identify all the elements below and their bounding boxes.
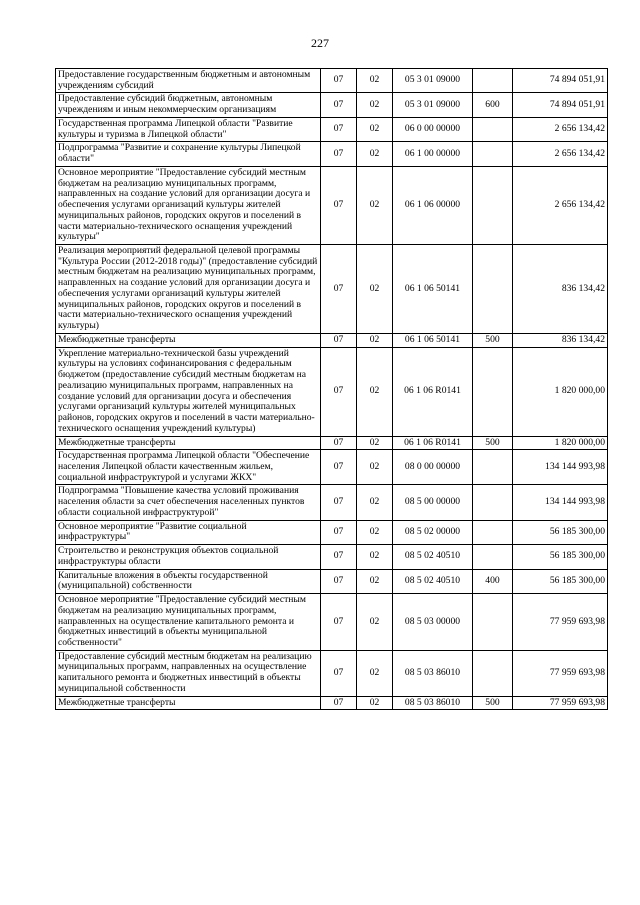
table-row [56, 166, 608, 244]
row-expense-type [473, 650, 513, 696]
row-name: Реализация мероприятий федеральной целевой программы "Культура России (2012-2018 годы)" (предоставление субсидий местным бюджетам на реализацию муниципальных программ, направленных на создание условий для организации досуга и обеспечения услугами организаций культуры жителей муниципальных районов, городских округов и поселений в части материально-технического оснащения учреждений культуры) [56, 245, 321, 334]
row-amount: 2 656 134,42 [513, 166, 608, 244]
row-section: 07 [321, 450, 357, 485]
table-row [56, 69, 608, 93]
row-name: Подпрограмма "Повышение качества условий проживания населения области за счет обеспечения населенных пунктов области социальной инфраструктурой" [56, 485, 321, 520]
row-target-article: 08 5 02 00000 [393, 520, 473, 544]
row-amount: 74 894 051,91 [513, 93, 608, 117]
row-subsection: 02 [357, 347, 393, 436]
row-expense-type [473, 166, 513, 244]
row-name: Государственная программа Липецкой области "Обеспечение населения Липецкой области качественным жильем, социальной инфраструктурой и услугами ЖКХ" [56, 450, 321, 485]
row-section: 07 [321, 245, 357, 334]
row-name: Межбюджетные трансферты [56, 333, 321, 347]
row-subsection: 02 [357, 520, 393, 544]
table-row [56, 333, 608, 347]
table-row [56, 545, 608, 569]
row-section: 07 [321, 436, 357, 450]
row-name: Укрепление материально-технической базы учреждений культуры на условиях софинансирования с федеральным бюджетом (предоставление субсидий местным бюджетам на реализацию муниципальных программ, направленных на создание условий для организации досуга и обеспечения услугами организаций культуры жителей муниципальных районов, городских округов и поселений в части материально-технического оснащения учреждений культуры) [56, 347, 321, 436]
row-target-article: 06 1 06 R0141 [393, 347, 473, 436]
row-target-article: 08 0 00 00000 [393, 450, 473, 485]
row-name: Основное мероприятие "Развитие социальной инфраструктуры" [56, 520, 321, 544]
table-row [56, 93, 608, 117]
row-target-article: 06 1 06 R0141 [393, 436, 473, 450]
row-amount: 56 185 300,00 [513, 520, 608, 544]
row-subsection: 02 [357, 696, 393, 710]
row-name: Основное мероприятие "Предоставление субсидий местным бюджетам на реализацию муниципальных программ, направленных на осуществление капитального ремонта и бюджетных инвестиций в объекты муниципальной собственности" [56, 594, 321, 651]
row-subsection: 02 [357, 545, 393, 569]
row-target-article: 05 3 01 09000 [393, 93, 473, 117]
row-subsection: 02 [357, 485, 393, 520]
row-target-article: 08 5 03 86010 [393, 696, 473, 710]
row-target-article: 08 5 02 40510 [393, 545, 473, 569]
row-section: 07 [321, 545, 357, 569]
row-target-article: 06 1 06 00000 [393, 166, 473, 244]
row-subsection: 02 [357, 93, 393, 117]
row-section: 07 [321, 520, 357, 544]
table-row [56, 450, 608, 485]
row-section: 07 [321, 333, 357, 347]
row-target-article: 06 0 00 00000 [393, 117, 473, 141]
row-name: Государственная программа Липецкой области "Развитие культуры и туризма в Липецкой области" [56, 117, 321, 141]
row-amount: 74 894 051,91 [513, 69, 608, 93]
row-target-article: 08 5 03 86010 [393, 650, 473, 696]
row-amount: 2 656 134,42 [513, 142, 608, 166]
row-target-article: 05 3 01 09000 [393, 69, 473, 93]
row-amount: 56 185 300,00 [513, 545, 608, 569]
row-expense-type [473, 485, 513, 520]
row-subsection: 02 [357, 569, 393, 593]
row-section: 07 [321, 696, 357, 710]
row-subsection: 02 [357, 117, 393, 141]
row-expense-type [473, 117, 513, 141]
row-expense-type: 500 [473, 333, 513, 347]
row-name: Основное мероприятие "Предоставление субсидий местным бюджетам на реализацию муниципальных программ, направленных на создание условий для организации досуга и обеспечения услугами организаций культуры жителей муниципальных районов, городских округов и поселений в части материально-технического оснащения учреждений культуры" [56, 166, 321, 244]
table-row [56, 117, 608, 141]
row-amount: 56 185 300,00 [513, 569, 608, 593]
table-row [56, 485, 608, 520]
table-row [56, 142, 608, 166]
row-section: 07 [321, 142, 357, 166]
row-amount: 836 134,42 [513, 333, 608, 347]
table-row [56, 436, 608, 450]
row-amount: 2 656 134,42 [513, 117, 608, 141]
row-subsection: 02 [357, 650, 393, 696]
table-row [56, 245, 608, 334]
row-subsection: 02 [357, 166, 393, 244]
row-section: 07 [321, 485, 357, 520]
row-expense-type: 500 [473, 436, 513, 450]
row-expense-type: 400 [473, 569, 513, 593]
row-subsection: 02 [357, 436, 393, 450]
row-expense-type [473, 594, 513, 651]
row-amount: 836 134,42 [513, 245, 608, 334]
row-expense-type [473, 245, 513, 334]
row-expense-type [473, 142, 513, 166]
row-section: 07 [321, 117, 357, 141]
row-amount: 77 959 693,98 [513, 696, 608, 710]
row-expense-type [473, 450, 513, 485]
row-section: 07 [321, 93, 357, 117]
row-name: Предоставление государственным бюджетным и автономным учреждениям субсидий [56, 69, 321, 93]
row-amount: 1 820 000,00 [513, 347, 608, 436]
row-amount: 1 820 000,00 [513, 436, 608, 450]
row-expense-type [473, 520, 513, 544]
table-row [56, 520, 608, 544]
row-subsection: 02 [357, 142, 393, 166]
row-section: 07 [321, 569, 357, 593]
row-section: 07 [321, 166, 357, 244]
row-amount: 77 959 693,98 [513, 594, 608, 651]
row-name: Межбюджетные трансферты [56, 436, 321, 450]
row-expense-type [473, 545, 513, 569]
row-name: Межбюджетные трансферты [56, 696, 321, 710]
row-amount: 77 959 693,98 [513, 650, 608, 696]
row-target-article: 06 1 06 50141 [393, 333, 473, 347]
budget-table [55, 68, 608, 710]
row-name: Капитальные вложения в объекты государственной (муниципальной) собственности [56, 569, 321, 593]
row-name: Предоставление субсидий местным бюджетам на реализацию муниципальных программ, направленных на осуществление капитального ремонта и бюджетных инвестиций в объекты муниципальной собственности [56, 650, 321, 696]
row-subsection: 02 [357, 594, 393, 651]
row-subsection: 02 [357, 245, 393, 334]
row-name: Подпрограмма "Развитие и сохранение культуры Липецкой области" [56, 142, 321, 166]
row-target-article: 06 1 06 50141 [393, 245, 473, 334]
row-subsection: 02 [357, 333, 393, 347]
table-row [56, 594, 608, 651]
row-target-article: 08 5 02 40510 [393, 569, 473, 593]
row-amount: 134 144 993,98 [513, 485, 608, 520]
table-row [56, 696, 608, 710]
row-amount: 134 144 993,98 [513, 450, 608, 485]
table-row [56, 347, 608, 436]
row-expense-type [473, 347, 513, 436]
row-section: 07 [321, 650, 357, 696]
row-expense-type: 600 [473, 93, 513, 117]
table-row [56, 569, 608, 593]
row-target-article: 06 1 00 00000 [393, 142, 473, 166]
row-name: Строительство и реконструкция объектов социальной инфраструктуры области [56, 545, 321, 569]
row-target-article: 08 5 03 00000 [393, 594, 473, 651]
row-section: 07 [321, 594, 357, 651]
row-target-article: 08 5 00 00000 [393, 485, 473, 520]
row-section: 07 [321, 69, 357, 93]
row-subsection: 02 [357, 450, 393, 485]
page-number: 227 [311, 36, 329, 50]
table-row [56, 650, 608, 696]
row-subsection: 02 [357, 69, 393, 93]
row-expense-type: 500 [473, 696, 513, 710]
row-name: Предоставление субсидий бюджетным, автономным учреждениям и иным некоммерческим организациям [56, 93, 321, 117]
row-expense-type [473, 69, 513, 93]
row-section: 07 [321, 347, 357, 436]
